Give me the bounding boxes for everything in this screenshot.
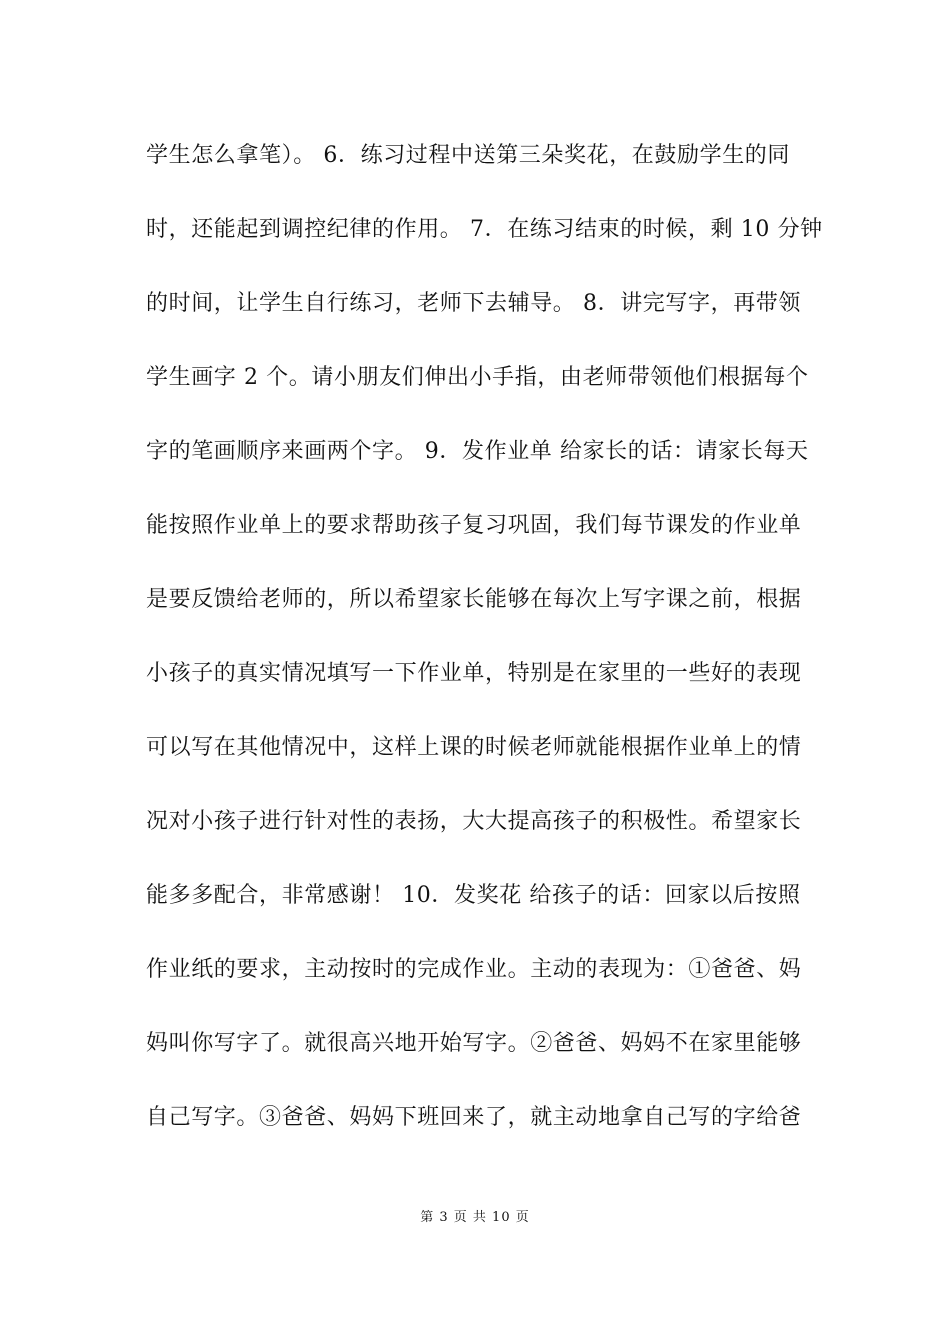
- text-line: 的时间，让学生自行练习，老师下去辅导。 8．讲完写字，再带领: [146, 291, 801, 316]
- text-line: 作业纸的要求，主动按时的完成作业。主动的表现为：①爸爸、妈: [146, 957, 802, 982]
- page-footer: 第 3 页 共 10 页: [420, 1210, 530, 1225]
- text-line: 可以写在其他情况中，这样上课的时候老师就能根据作业单上的情: [146, 735, 802, 760]
- text-line: 字的笔画顺序来画两个字。 9．发作业单 给家长的话：请家长每天: [146, 439, 809, 464]
- text-line: 是要反馈给老师的，所以希望家长能够在每次上写字课之前，根据: [146, 587, 802, 612]
- text-line: 妈叫你写字了。就很高兴地开始写字。②爸爸、妈妈不在家里能够: [146, 1031, 802, 1056]
- text-line: 自己写字。③爸爸、妈妈下班回来了，就主动地拿自己写的字给爸: [146, 1105, 802, 1130]
- text-line: 况对小孩子进行针对性的表扬，大大提高孩子的积极性。希望家长: [146, 809, 802, 834]
- text-line: 能多多配合，非常感谢！ 10．发奖花 给孩子的话：回家以后按照: [146, 883, 801, 908]
- text-line: 能按照作业单上的要求帮助孩子复习巩固，我们每节课发的作业单: [146, 513, 802, 538]
- text-line: 时，还能起到调控纪律的作用。 7．在练习结束的时候，剩 10 分钟: [146, 217, 823, 242]
- text-line: 学生画字 2 个。请小朋友们伸出小手指，由老师带领他们根据每个: [146, 365, 809, 390]
- text-line: 小孩子的真实情况填写一下作业单，特别是在家里的一些好的表现: [146, 661, 802, 686]
- text-line: 学生怎么拿笔）。 6．练习过程中送第三朵奖花，在鼓励学生的同: [146, 143, 790, 168]
